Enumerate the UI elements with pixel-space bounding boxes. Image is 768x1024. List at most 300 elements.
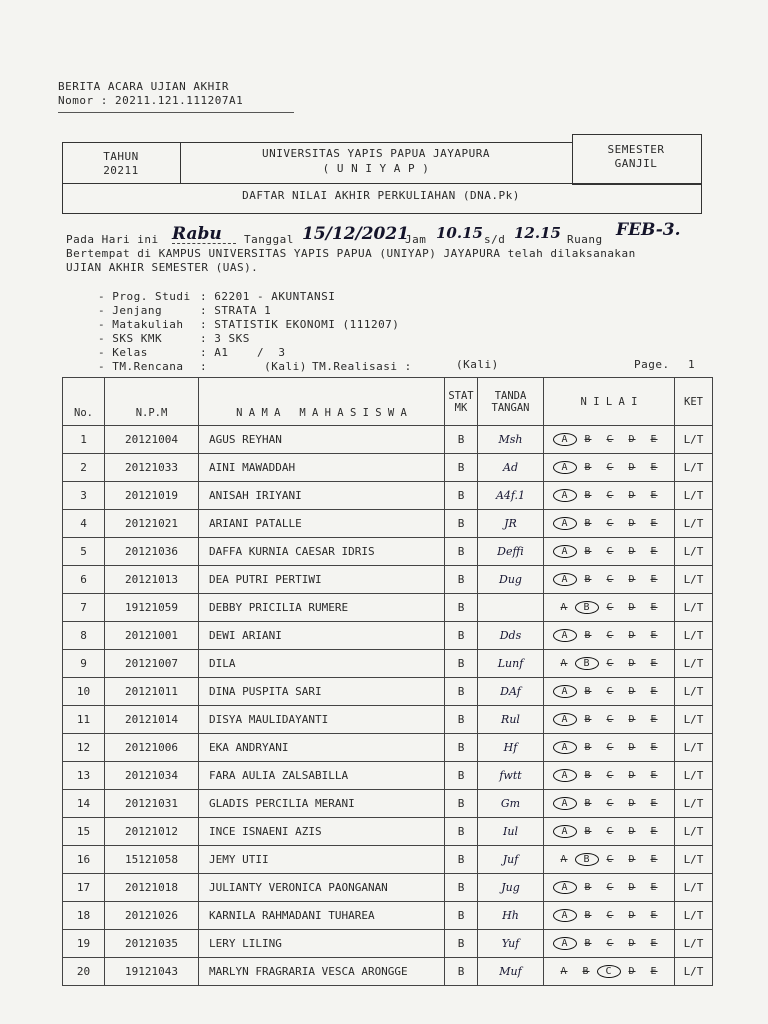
grade-option-d: D bbox=[628, 658, 636, 669]
grade-option-d: D bbox=[628, 882, 636, 893]
cell-nama: DEBBY PRICILIA RUMERE bbox=[199, 594, 445, 622]
hari-handwritten: Rabu bbox=[172, 224, 222, 244]
cell-no: 9 bbox=[63, 650, 105, 678]
grade-option-a: A bbox=[553, 433, 577, 446]
cell-nama: GLADIS PERCILIA MERANI bbox=[199, 790, 445, 818]
grade-option-c: C bbox=[606, 854, 614, 865]
cell-no: 4 bbox=[63, 510, 105, 538]
cell-signature: Deffi bbox=[478, 538, 544, 566]
grade-option-d: D bbox=[628, 462, 636, 473]
cell-stat: B bbox=[445, 734, 478, 762]
session-line-3: UJIAN AKHIR SEMESTER (UAS). bbox=[66, 261, 259, 274]
cell-npm: 20121035 bbox=[105, 930, 199, 958]
cell-signature: Msh bbox=[478, 426, 544, 454]
cell-signature: Iul bbox=[478, 818, 544, 846]
cell-no: 5 bbox=[63, 538, 105, 566]
cell-nama: ANISAH IRIYANI bbox=[199, 482, 445, 510]
cell-ket: L/T bbox=[675, 482, 713, 510]
cell-ket: L/T bbox=[675, 902, 713, 930]
grade-option-b: B bbox=[584, 770, 592, 781]
cell-nama: AINI MAWADDAH bbox=[199, 454, 445, 482]
col-stat-header bbox=[445, 378, 478, 426]
table-row bbox=[63, 790, 713, 818]
cell-signature: Muf bbox=[478, 958, 544, 986]
table-row bbox=[63, 678, 713, 706]
cell-npm: 20121013 bbox=[105, 566, 199, 594]
page-number: 1 bbox=[688, 358, 696, 371]
cell-no: 15 bbox=[63, 818, 105, 846]
table-row bbox=[63, 902, 713, 930]
cell-stat: B bbox=[445, 818, 478, 846]
table-row bbox=[63, 874, 713, 902]
grade-option-e: E bbox=[650, 434, 658, 445]
university-name: UNIVERSITAS YAPIS PAPUA JAYAPURA bbox=[262, 147, 490, 160]
grade-option-b: B bbox=[575, 601, 599, 614]
cell-signature: Dds bbox=[478, 622, 544, 650]
grade-option-c: C bbox=[606, 490, 614, 501]
cell-nilai bbox=[544, 874, 675, 902]
grade-option-e: E bbox=[650, 882, 658, 893]
hari-underline bbox=[172, 243, 236, 244]
cell-no: 14 bbox=[63, 790, 105, 818]
jam-label: Jam bbox=[405, 233, 427, 246]
grade-option-a: A bbox=[553, 573, 577, 586]
grade-option-a: A bbox=[553, 489, 577, 502]
table-row bbox=[63, 566, 713, 594]
cell-no: 12 bbox=[63, 734, 105, 762]
tanda-header-line2: TANGAN bbox=[491, 401, 530, 414]
cell-ket: L/T bbox=[675, 678, 713, 706]
cell-stat: B bbox=[445, 566, 478, 594]
cell-signature: JR bbox=[478, 510, 544, 538]
grade-option-e: E bbox=[650, 658, 658, 669]
info-rule bbox=[63, 183, 701, 184]
cell-npm: 20121001 bbox=[105, 622, 199, 650]
semester-label: SEMESTER bbox=[607, 143, 665, 156]
grade-option-b: B bbox=[584, 826, 592, 837]
tm-rencana-label: - TM.Rencana bbox=[98, 360, 184, 373]
cell-ket: L/T bbox=[675, 818, 713, 846]
cell-npm: 20121006 bbox=[105, 734, 199, 762]
cell-signature: Dug bbox=[478, 566, 544, 594]
grade-option-d: D bbox=[628, 938, 636, 949]
table-row bbox=[63, 846, 713, 874]
cell-no: 13 bbox=[63, 762, 105, 790]
cell-signature: A4f.1 bbox=[478, 482, 544, 510]
cell-no: 10 bbox=[63, 678, 105, 706]
detail-sks-label: - SKS KMK bbox=[98, 332, 163, 345]
grade-option-d: D bbox=[628, 770, 636, 781]
tahun-label: TAHUN bbox=[103, 150, 139, 163]
cell-nama: DINA PUSPITA SARI bbox=[199, 678, 445, 706]
cell-ket: L/T bbox=[675, 454, 713, 482]
detail-kelas-value: : A1 / 3 bbox=[200, 346, 286, 359]
cell-npm: 20121019 bbox=[105, 482, 199, 510]
cell-nama: INCE ISNAENI AZIS bbox=[199, 818, 445, 846]
grade-option-a: A bbox=[560, 658, 568, 669]
detail-sks-value: : 3 SKS bbox=[200, 332, 250, 345]
col-nama-header: N A M A M A H A S I S W A bbox=[199, 378, 445, 426]
grade-option-d: D bbox=[628, 574, 636, 585]
cell-npm: 20121012 bbox=[105, 818, 199, 846]
cell-no: 11 bbox=[63, 706, 105, 734]
cell-nilai bbox=[544, 426, 675, 454]
grade-option-e: E bbox=[650, 462, 658, 473]
grade-option-b: B bbox=[575, 657, 599, 670]
grade-option-e: E bbox=[650, 742, 658, 753]
tm-realisasi-value: (Kali) bbox=[456, 358, 499, 371]
cell-no: 3 bbox=[63, 482, 105, 510]
table-header-row bbox=[63, 378, 713, 426]
cell-stat: B bbox=[445, 538, 478, 566]
cell-npm: 20121007 bbox=[105, 650, 199, 678]
grade-option-b: B bbox=[584, 714, 592, 725]
jam-mulai-handwritten: 10.15 bbox=[436, 224, 483, 242]
cell-signature: Juf bbox=[478, 846, 544, 874]
cell-nilai bbox=[544, 678, 675, 706]
sd-label: s/d bbox=[484, 233, 506, 246]
cell-ket: L/T bbox=[675, 706, 713, 734]
grade-option-d: D bbox=[628, 518, 636, 529]
cell-signature: Lunf bbox=[478, 650, 544, 678]
cell-nilai bbox=[544, 958, 675, 986]
cell-npm: 20121011 bbox=[105, 678, 199, 706]
cell-stat: B bbox=[445, 874, 478, 902]
grade-option-a: A bbox=[553, 937, 577, 950]
grade-option-c: C bbox=[606, 882, 614, 893]
detail-kelas-label: - Kelas bbox=[98, 346, 148, 359]
grade-option-a: A bbox=[553, 825, 577, 838]
cell-stat: B bbox=[445, 958, 478, 986]
cell-no: 6 bbox=[63, 566, 105, 594]
cell-nama: FARA AULIA ZALSABILLA bbox=[199, 762, 445, 790]
session-line-2: Bertempat di KAMPUS UNIVERSITAS YAPIS PAPUA (UNIYAP) JAYAPURA telah dilaksanakan bbox=[66, 247, 636, 260]
cell-stat: B bbox=[445, 622, 478, 650]
grade-option-e: E bbox=[650, 490, 658, 501]
grade-option-e: E bbox=[650, 966, 658, 977]
cell-nama: EKA ANDRYANI bbox=[199, 734, 445, 762]
cell-nama: KARNILA RAHMADANI TUHAREA bbox=[199, 902, 445, 930]
cell-stat: B bbox=[445, 650, 478, 678]
grade-option-b: B bbox=[584, 462, 592, 473]
col-ket-header: KET bbox=[675, 378, 713, 426]
stat-header-line2: MK bbox=[454, 401, 468, 414]
grade-option-c: C bbox=[606, 714, 614, 725]
cell-nilai bbox=[544, 622, 675, 650]
cell-nama: ARIANI PATALLE bbox=[199, 510, 445, 538]
grade-option-c: C bbox=[606, 770, 614, 781]
cell-nilai bbox=[544, 790, 675, 818]
tm-realisasi-label: TM.Realisasi : bbox=[312, 360, 412, 373]
grade-option-b: B bbox=[584, 798, 592, 809]
cell-no: 1 bbox=[63, 426, 105, 454]
grade-option-a: A bbox=[553, 741, 577, 754]
cell-npm: 19121059 bbox=[105, 594, 199, 622]
col-no-header: No. bbox=[63, 378, 105, 426]
grade-option-e: E bbox=[650, 518, 658, 529]
grade-option-c: C bbox=[606, 546, 614, 557]
grade-option-e: E bbox=[650, 574, 658, 585]
cell-signature bbox=[478, 594, 544, 622]
document-title: BERITA ACARA UJIAN AKHIR bbox=[58, 80, 229, 93]
grade-option-d: D bbox=[628, 910, 636, 921]
grade-option-e: E bbox=[650, 714, 658, 725]
cell-nilai bbox=[544, 454, 675, 482]
cell-no: 17 bbox=[63, 874, 105, 902]
cell-ket: L/T bbox=[675, 650, 713, 678]
col-tanda-header bbox=[478, 378, 544, 426]
cell-no: 8 bbox=[63, 622, 105, 650]
cell-stat: B bbox=[445, 706, 478, 734]
cell-ket: L/T bbox=[675, 790, 713, 818]
cell-nama: LERY LILING bbox=[199, 930, 445, 958]
cell-npm: 20121031 bbox=[105, 790, 199, 818]
detail-prog-studi-label: - Prog. Studi bbox=[98, 290, 191, 303]
cell-stat: B bbox=[445, 678, 478, 706]
grade-option-b: B bbox=[584, 938, 592, 949]
cell-npm: 15121058 bbox=[105, 846, 199, 874]
cell-no: 20 bbox=[63, 958, 105, 986]
cell-ket: L/T bbox=[675, 566, 713, 594]
cell-npm: 19121043 bbox=[105, 958, 199, 986]
header-rule bbox=[58, 112, 294, 113]
cell-ket: L/T bbox=[675, 510, 713, 538]
cell-npm: 20121036 bbox=[105, 538, 199, 566]
pada-hari-label: Pada Hari ini bbox=[66, 233, 159, 246]
grade-option-b: B bbox=[584, 490, 592, 501]
grade-option-d: D bbox=[628, 686, 636, 697]
cell-npm: 20121034 bbox=[105, 762, 199, 790]
grade-option-c: C bbox=[606, 434, 614, 445]
cell-nilai bbox=[544, 482, 675, 510]
cell-ket: L/T bbox=[675, 958, 713, 986]
grade-option-b: B bbox=[584, 910, 592, 921]
cell-stat: B bbox=[445, 426, 478, 454]
table-row bbox=[63, 594, 713, 622]
grade-option-a: A bbox=[553, 629, 577, 642]
table-row bbox=[63, 818, 713, 846]
grade-option-d: D bbox=[628, 826, 636, 837]
cell-signature: Yuf bbox=[478, 930, 544, 958]
cell-signature: Rul bbox=[478, 706, 544, 734]
grade-option-c: C bbox=[606, 742, 614, 753]
table-row bbox=[63, 650, 713, 678]
university-short: ( U N I Y A P ) bbox=[322, 162, 430, 175]
cell-nilai bbox=[544, 650, 675, 678]
page-label: Page. bbox=[634, 358, 670, 371]
cell-nilai bbox=[544, 594, 675, 622]
grade-option-a: A bbox=[553, 769, 577, 782]
grade-option-d: D bbox=[628, 630, 636, 641]
grade-option-e: E bbox=[650, 686, 658, 697]
cell-nama: DEWI ARIANI bbox=[199, 622, 445, 650]
jam-selesai-handwritten: 12.15 bbox=[514, 224, 561, 242]
cell-signature: Ad bbox=[478, 454, 544, 482]
table-row bbox=[63, 734, 713, 762]
detail-jenjang-label: - Jenjang bbox=[98, 304, 163, 317]
cell-npm: 20121033 bbox=[105, 454, 199, 482]
grade-option-d: D bbox=[628, 714, 636, 725]
table-row bbox=[63, 482, 713, 510]
grade-option-d: D bbox=[628, 854, 636, 865]
cell-ket: L/T bbox=[675, 622, 713, 650]
grade-option-b: B bbox=[584, 630, 592, 641]
grade-option-c: C bbox=[606, 798, 614, 809]
col-npm-header: N.P.M bbox=[105, 378, 199, 426]
grade-option-b: B bbox=[584, 882, 592, 893]
cell-ket: L/T bbox=[675, 734, 713, 762]
cell-nilai bbox=[544, 902, 675, 930]
cell-stat: B bbox=[445, 930, 478, 958]
tm-rencana-value: : (Kali) bbox=[200, 360, 307, 373]
grade-option-a: A bbox=[560, 602, 568, 613]
cell-ket: L/T bbox=[675, 874, 713, 902]
tanggal-handwritten: 15/12/2021 bbox=[302, 224, 410, 244]
grade-option-c: C bbox=[606, 518, 614, 529]
grade-option-c: C bbox=[606, 938, 614, 949]
grade-option-e: E bbox=[650, 938, 658, 949]
cell-nilai bbox=[544, 706, 675, 734]
tanggal-label: Tanggal bbox=[244, 233, 294, 246]
grade-option-d: D bbox=[628, 546, 636, 557]
cell-nama: JULIANTY VERONICA PAONGANAN bbox=[199, 874, 445, 902]
grade-option-c: C bbox=[606, 910, 614, 921]
grade-option-b: B bbox=[584, 546, 592, 557]
detail-jenjang-value: : STRATA 1 bbox=[200, 304, 272, 317]
detail-matakuliah-label: - Matakuliah bbox=[98, 318, 184, 331]
grade-option-c: C bbox=[606, 658, 614, 669]
table-row bbox=[63, 454, 713, 482]
ruang-handwritten: FEB-3. bbox=[616, 220, 681, 240]
cell-ket: L/T bbox=[675, 538, 713, 566]
cell-stat: B bbox=[445, 594, 478, 622]
grade-option-b: B bbox=[584, 518, 592, 529]
grade-option-c: C bbox=[606, 574, 614, 585]
cell-ket: L/T bbox=[675, 426, 713, 454]
cell-ket: L/T bbox=[675, 930, 713, 958]
grade-option-a: A bbox=[560, 966, 568, 977]
grade-option-a: A bbox=[553, 713, 577, 726]
tanda-header-line1: TANDA bbox=[494, 389, 527, 402]
grade-option-e: E bbox=[650, 546, 658, 557]
cell-no: 2 bbox=[63, 454, 105, 482]
cell-signature: DAf bbox=[478, 678, 544, 706]
grade-option-d: D bbox=[628, 966, 636, 977]
cell-nilai bbox=[544, 818, 675, 846]
cell-nilai bbox=[544, 734, 675, 762]
cell-nama: JEMY UTII bbox=[199, 846, 445, 874]
table-row bbox=[63, 622, 713, 650]
grade-option-d: D bbox=[628, 434, 636, 445]
cell-stat: B bbox=[445, 846, 478, 874]
grade-option-c: C bbox=[606, 826, 614, 837]
grade-option-c: C bbox=[606, 462, 614, 473]
cell-ket: L/T bbox=[675, 762, 713, 790]
grade-option-d: D bbox=[628, 490, 636, 501]
grade-option-d: D bbox=[628, 602, 636, 613]
cell-nilai bbox=[544, 510, 675, 538]
table-row bbox=[63, 538, 713, 566]
cell-nilai bbox=[544, 930, 675, 958]
grade-option-a: A bbox=[553, 797, 577, 810]
cell-nilai bbox=[544, 762, 675, 790]
grade-option-c: C bbox=[606, 686, 614, 697]
cell-stat: B bbox=[445, 790, 478, 818]
grade-option-d: D bbox=[628, 742, 636, 753]
grade-option-b: B bbox=[584, 574, 592, 585]
cell-signature: Hf bbox=[478, 734, 544, 762]
cell-nilai bbox=[544, 538, 675, 566]
cell-signature: Hh bbox=[478, 902, 544, 930]
grade-option-d: D bbox=[628, 798, 636, 809]
grade-option-b: B bbox=[582, 966, 590, 977]
cell-stat: B bbox=[445, 762, 478, 790]
cell-no: 19 bbox=[63, 930, 105, 958]
cell-no: 16 bbox=[63, 846, 105, 874]
grade-option-e: E bbox=[650, 770, 658, 781]
table-row bbox=[63, 958, 713, 986]
grade-option-e: E bbox=[650, 630, 658, 641]
grade-option-c: C bbox=[606, 630, 614, 641]
cell-ket: L/T bbox=[675, 846, 713, 874]
stat-header-line1: STAT bbox=[448, 389, 474, 402]
cell-nilai bbox=[544, 566, 675, 594]
dna-title: DAFTAR NILAI AKHIR PERKULIAHAN (DNA.Pk) bbox=[242, 189, 520, 202]
grade-option-a: A bbox=[553, 909, 577, 922]
cell-stat: B bbox=[445, 482, 478, 510]
grade-option-e: E bbox=[650, 854, 658, 865]
grade-option-e: E bbox=[650, 798, 658, 809]
ruang-label: Ruang bbox=[567, 233, 603, 246]
grade-option-a: A bbox=[553, 685, 577, 698]
cell-nilai bbox=[544, 846, 675, 874]
tahun-value: 20211 bbox=[103, 164, 139, 177]
cell-nama: DAFFA KURNIA CAESAR IDRIS bbox=[199, 538, 445, 566]
cell-nama: MARLYN FRAGRARIA VESCA ARONGGE bbox=[199, 958, 445, 986]
grade-option-c: C bbox=[597, 965, 621, 978]
grade-option-b: B bbox=[584, 686, 592, 697]
grade-option-c: C bbox=[606, 602, 614, 613]
grade-option-b: B bbox=[584, 434, 592, 445]
cell-npm: 20121026 bbox=[105, 902, 199, 930]
detail-matakuliah-value: : STATISTIK EKONOMI (111207) bbox=[200, 318, 400, 331]
cell-stat: B bbox=[445, 510, 478, 538]
grade-option-b: B bbox=[584, 742, 592, 753]
document-number: Nomor : 20211.121.111207A1 bbox=[58, 94, 244, 107]
grades-table bbox=[62, 377, 713, 986]
table-row bbox=[63, 762, 713, 790]
table-row bbox=[63, 930, 713, 958]
cell-nama: AGUS REYHAN bbox=[199, 426, 445, 454]
cell-nama: DEA PUTRI PERTIWI bbox=[199, 566, 445, 594]
cell-no: 18 bbox=[63, 902, 105, 930]
grade-option-a: A bbox=[560, 854, 568, 865]
grade-option-a: A bbox=[553, 881, 577, 894]
cell-npm: 20121021 bbox=[105, 510, 199, 538]
cell-stat: B bbox=[445, 902, 478, 930]
grade-option-b: B bbox=[575, 853, 599, 866]
grade-option-a: A bbox=[553, 461, 577, 474]
table-row bbox=[63, 706, 713, 734]
cell-npm: 20121018 bbox=[105, 874, 199, 902]
col-nilai-header: N I L A I bbox=[544, 378, 675, 426]
grade-option-a: A bbox=[553, 517, 577, 530]
table-row bbox=[63, 426, 713, 454]
grade-option-e: E bbox=[650, 826, 658, 837]
grade-option-e: E bbox=[650, 910, 658, 921]
semester-value: GANJIL bbox=[614, 157, 658, 170]
cell-nama: DISYA MAULIDAYANTI bbox=[199, 706, 445, 734]
